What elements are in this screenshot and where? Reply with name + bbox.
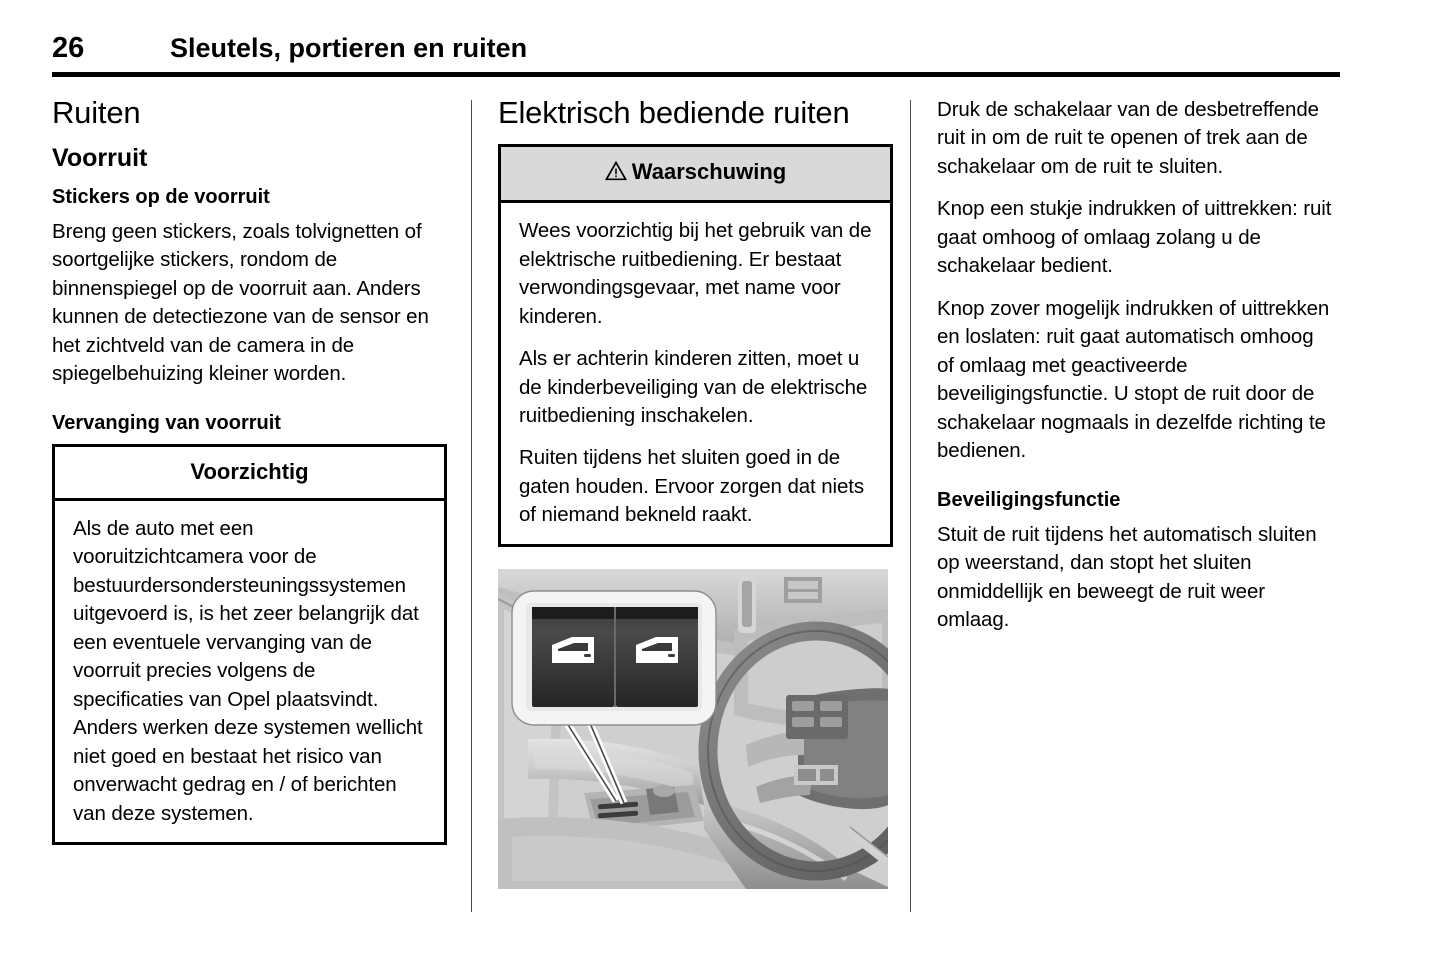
warning-paragraph-2: Als er achterin kinderen zitten, moet u de kinderbeveiliging van de elektrische ruitbediening inschakelen. <box>519 347 868 427</box>
page-number: 26 <box>52 32 85 64</box>
warning-box-body <box>501 203 890 544</box>
column-divider-2 <box>910 100 911 912</box>
window-switch-left <box>532 607 614 707</box>
content-columns <box>52 96 1340 926</box>
column-middle <box>498 96 893 889</box>
warning-paragraph-3: Ruiten tijdens het sluiten goed in de gaten houden. Ervoor zorgen dat niets of niemand bekneld raakt. <box>519 446 865 527</box>
paragraph-beveiligingsfunctie: Stuit de ruit tijdens het automatisch sluiten op weerstand, dan stopt het sluiten onmiddellijk en beweegt de ruit weer omlaag. <box>937 522 1317 632</box>
caution-box <box>52 444 447 845</box>
paragraph-druk-schakelaar: Druk de schakelaar van de desbetreffende ruit in om de ruit te openen of trek aan de schakelaar om de ruit te sluiten. <box>937 98 1319 178</box>
warning-box <box>498 144 893 547</box>
caution-paragraph-1: Als de auto met een vooruitzichtcamera voor de bestuurdersondersteuningssystemen uitgevoerd is, is het zeer belangrijk dat een eventuele vervanging van de voorruit precies volgens de specificaties van Opel plaatsvindt. Anders werken deze systemen wellicht niet goed en bestaat het risico van onverwacht gedrag en / of berichten van deze systemen. <box>73 516 423 825</box>
spacer <box>937 480 1332 488</box>
heading-vervanging-van-voorruit: Vervanging van voorruit <box>52 411 281 434</box>
caution-box-title: Voorzichtig <box>190 458 309 484</box>
spacer <box>52 403 447 411</box>
caution-box-header <box>55 447 444 501</box>
window-switch-right <box>616 607 698 707</box>
section-title-ruiten: Ruiten <box>52 95 141 130</box>
paragraph-knop-zover: Knop zover mogelijk indrukken of uittrekken en loslaten: ruit gaat automatisch omhoog of omlaag met geactiveerde beveiligingsfunctie. U stopt de ruit door de schakelaar nogmaals in dezelfde richting te bedienen. <box>937 296 1330 463</box>
section-title-elektrisch-bediende-ruiten: Elektrisch bediende ruiten <box>498 95 850 130</box>
warning-paragraph-1: Wees voorzichtig bij het gebruik van de elektrische ruitbediening. Er bestaat verwondingsgevaar, met name voor kinderen. <box>519 219 872 328</box>
paragraph-knop-stukje: Knop een stukje indrukken of uittrekken: ruit gaat omhoog of omlaag zolang u de schakelaar bedient. <box>937 197 1332 278</box>
subsection-title-voorruit: Voorruit <box>52 144 148 173</box>
warning-box-header <box>501 147 890 203</box>
column-divider-1 <box>471 100 472 912</box>
header-divider-rule <box>52 72 1340 77</box>
header-row <box>52 32 1340 65</box>
column-right <box>937 96 1332 635</box>
power-window-switches-illustration <box>498 569 888 889</box>
warning-box-title: Waarschuwing <box>631 159 787 185</box>
callout-box <box>512 591 716 725</box>
heading-beveiligingsfunctie: Beveiligingsfunctie <box>937 488 1121 511</box>
caution-box-body <box>55 501 444 842</box>
page-header <box>52 32 1340 76</box>
heading-stickers-op-de-voorruit: Stickers op de voorruit <box>52 185 270 208</box>
paragraph-stickers: Breng geen stickers, zoals tolvignetten of soortgelijke stickers, rondom de binnenspiegel op de voorruit aan. Anders kunnen de detectiezone van de sensor en het zichtveld van de camera in de spiegelbehuizing kleiner worden. <box>52 219 429 386</box>
warning-triangle-icon <box>605 161 627 187</box>
chapter-title: Sleutels, portieren en ruiten <box>170 33 528 63</box>
column-left <box>52 96 447 845</box>
